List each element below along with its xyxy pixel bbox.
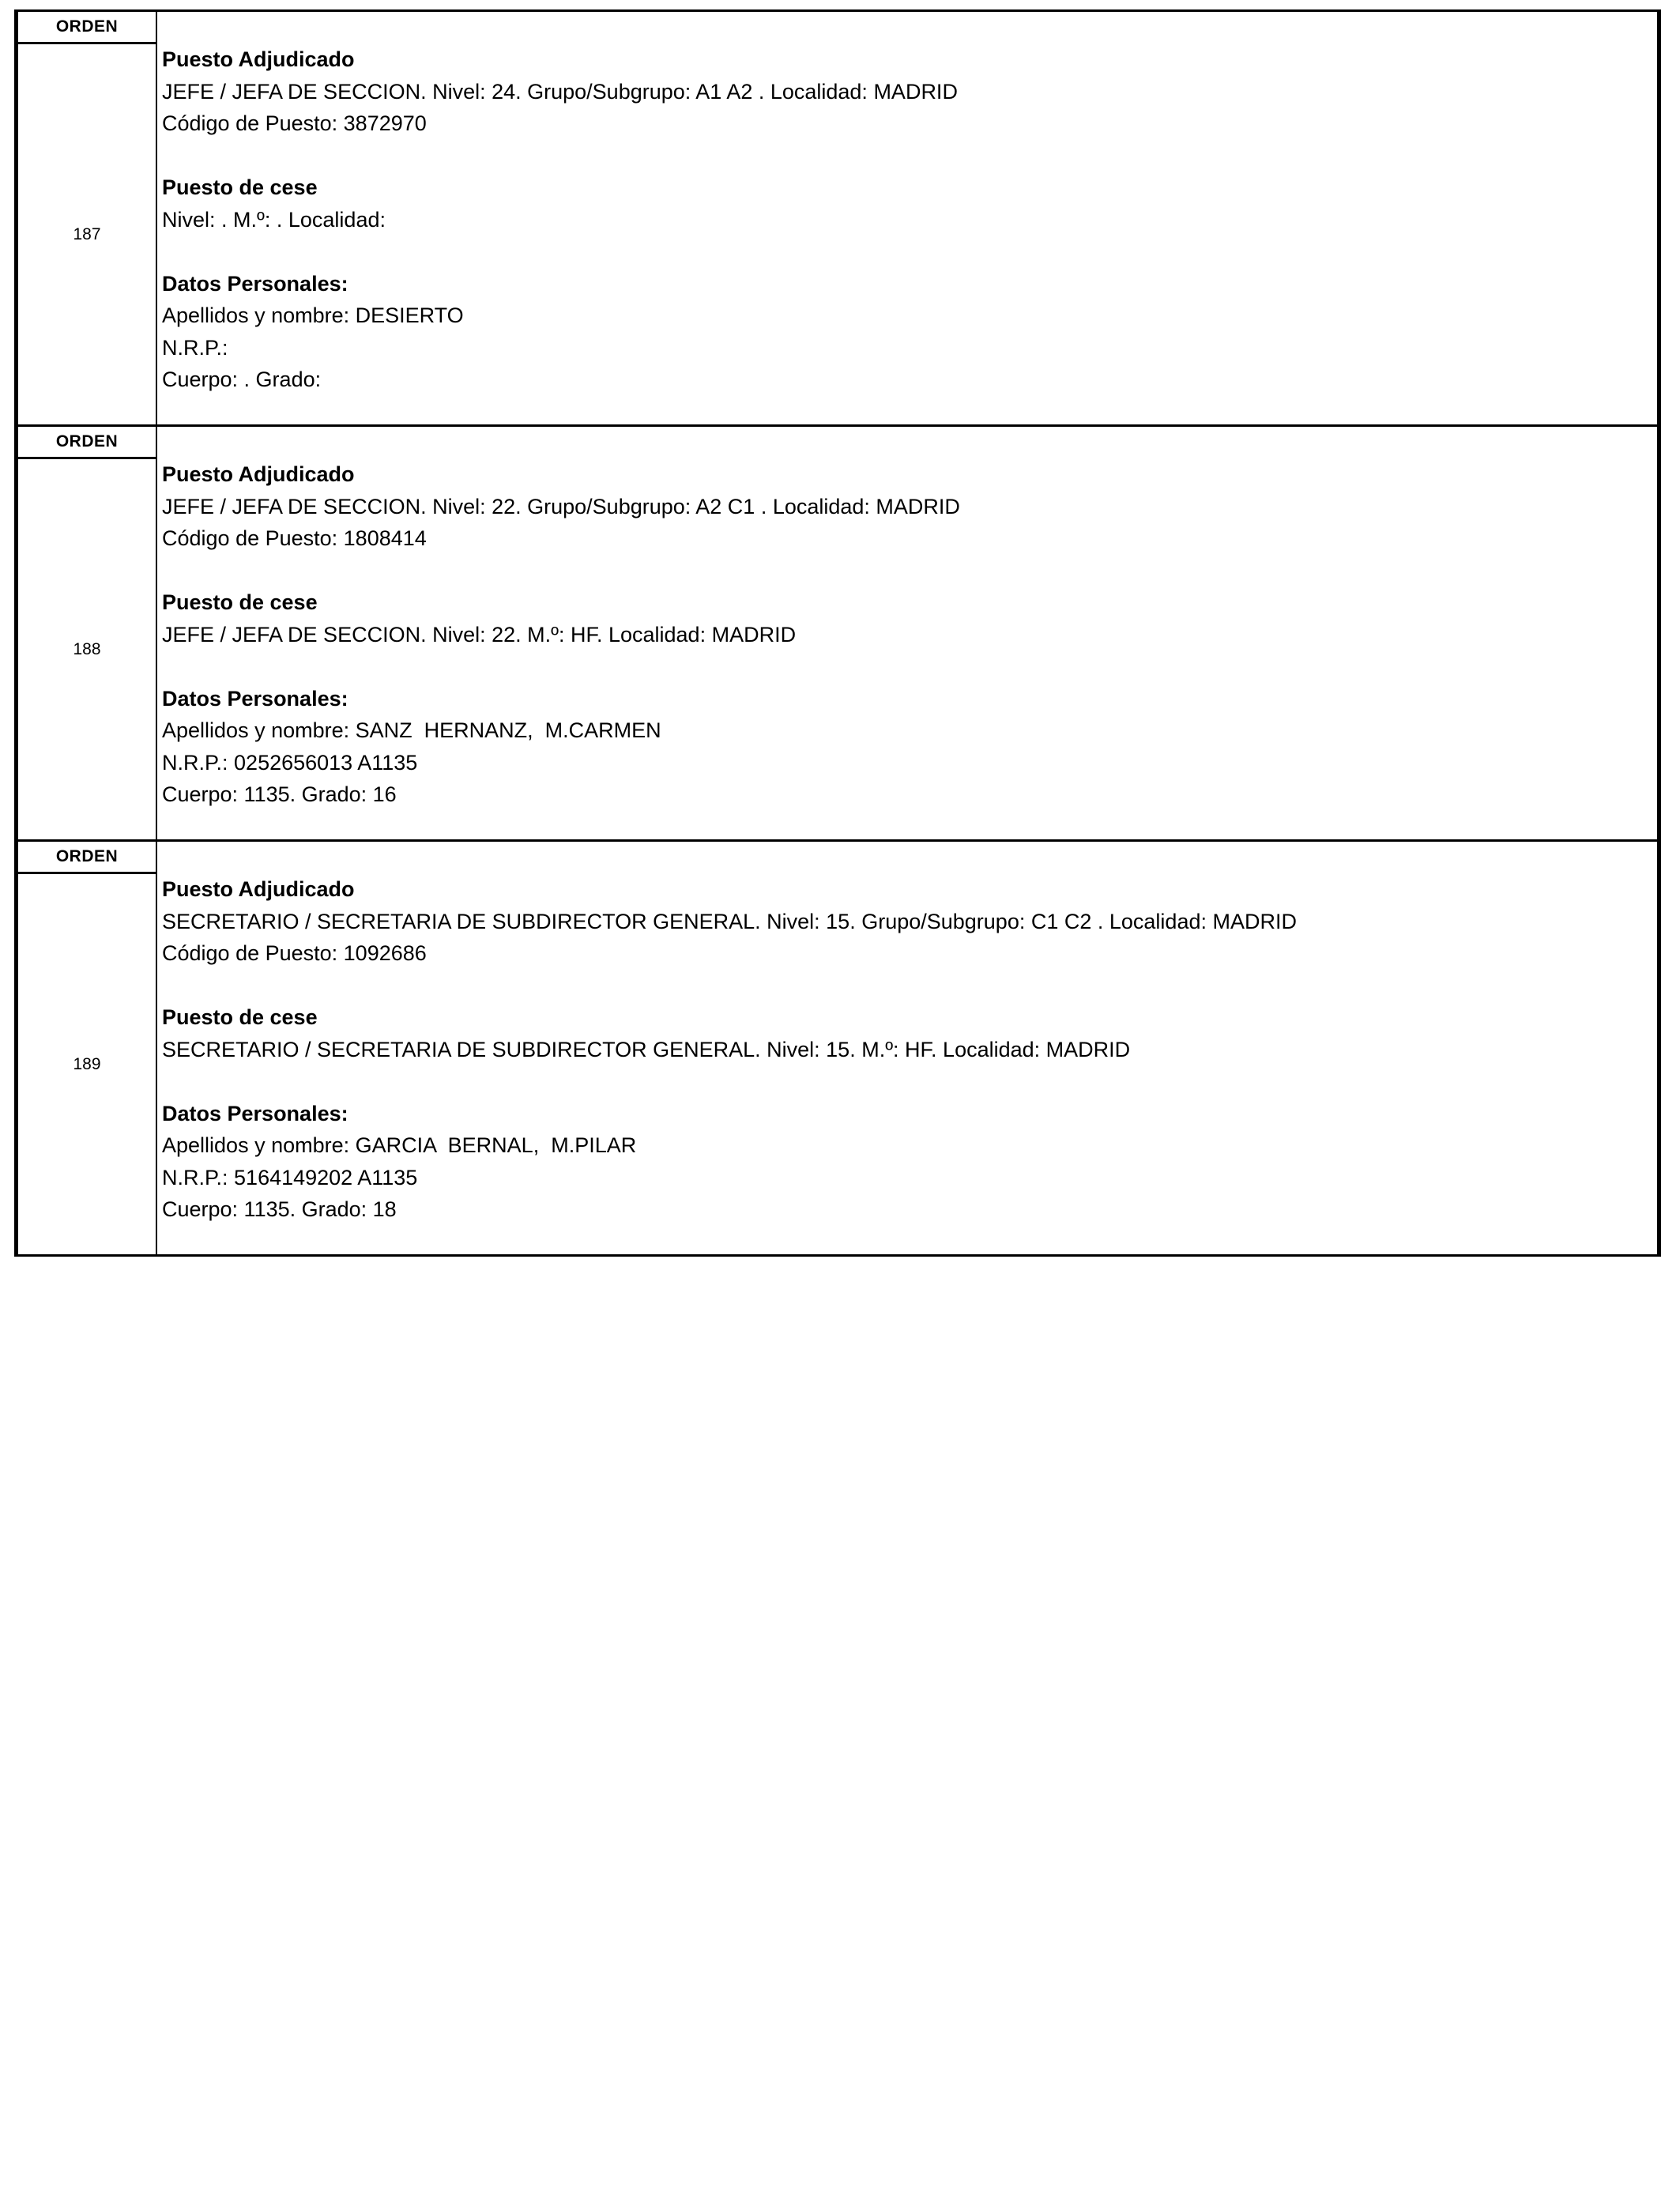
orden-number: 188 — [73, 639, 101, 658]
record-row — [18, 9, 1657, 424]
record-details — [157, 842, 1657, 1254]
datos-personales-nrp: N.R.P.: 0252656013 A1135 — [162, 750, 418, 775]
puesto-adjudicado-code: Código de Puesto: 1808414 — [162, 526, 427, 550]
puesto-adjudicado-description: SECRETARIO / SECRETARIA DE SUBDIRECTOR GENERAL. Nivel: 15. Grupo/Subgrupo: C1 C2 . Localidad: MADRID — [162, 909, 1297, 933]
orden-number: 187 — [73, 224, 101, 243]
spacer — [162, 1065, 1657, 1098]
orden-column — [18, 427, 157, 839]
puesto-cese-heading: Puesto de cese — [162, 1005, 318, 1029]
record-row — [18, 839, 1657, 1254]
datos-personales-cuerpo: Cuerpo: 1135. Grado: 16 — [162, 782, 397, 806]
datos-personales-nrp: N.R.P.: — [162, 335, 228, 360]
spacer — [162, 650, 1657, 683]
puesto-adjudicado-code: Código de Puesto: 1092686 — [162, 941, 427, 965]
datos-personales-heading: Datos Personales: — [162, 1101, 348, 1125]
spacer — [162, 555, 1657, 587]
puesto-adjudicado-code: Código de Puesto: 3872970 — [162, 111, 427, 135]
spacer — [162, 236, 1657, 268]
puesto-cese-description: SECRETARIO / SECRETARIA DE SUBDIRECTOR GENERAL. Nivel: 15. M.º: HF. Localidad: MADRID — [162, 1037, 1131, 1061]
datos-personales-cuerpo: Cuerpo: . Grado: — [162, 368, 322, 391]
puesto-cese-heading: Puesto de cese — [162, 175, 318, 199]
puesto-adjudicado-heading: Puesto Adjudicado — [162, 877, 355, 901]
datos-personales-nombre: Apellidos y nombre: GARCIA BERNAL, M.PILAR — [162, 1133, 637, 1157]
orden-header: ORDEN — [18, 12, 156, 44]
datos-personales-heading: Datos Personales: — [162, 271, 348, 296]
spacer — [162, 140, 1657, 172]
puesto-adjudicado-description: JEFE / JEFA DE SECCION. Nivel: 22. Grupo/Subgrupo: A2 C1 . Localidad: MADRID — [162, 494, 960, 518]
datos-personales-cuerpo: Cuerpo: 1135. Grado: 18 — [162, 1197, 397, 1221]
datos-personales-nombre: Apellidos y nombre: DESIERTO — [162, 303, 464, 327]
puesto-adjudicado-description: JEFE / JEFA DE SECCION. Nivel: 24. Grupo/Subgrupo: A1 A2 . Localidad: MADRID — [162, 79, 958, 104]
puesto-adjudicado-heading: Puesto Adjudicado — [162, 462, 355, 486]
orden-column — [18, 842, 157, 1254]
orden-header: ORDEN — [18, 427, 156, 459]
puesto-cese-description: Nivel: . M.º: . Localidad: — [162, 207, 386, 232]
orden-number: 189 — [73, 1054, 101, 1073]
puesto-adjudicado-heading: Puesto Adjudicado — [162, 47, 355, 71]
record-details — [157, 12, 1657, 424]
record-row — [18, 424, 1657, 839]
orden-column — [18, 12, 157, 424]
datos-personales-heading: Datos Personales: — [162, 686, 348, 711]
adjudicaciones-table — [14, 9, 1661, 1257]
datos-personales-nrp: N.R.P.: 5164149202 A1135 — [162, 1165, 418, 1189]
record-details — [157, 427, 1657, 839]
datos-personales-nombre: Apellidos y nombre: SANZ HERNANZ, M.CARMEN — [162, 718, 661, 742]
puesto-cese-heading: Puesto de cese — [162, 590, 318, 614]
puesto-cese-description: JEFE / JEFA DE SECCION. Nivel: 22. M.º: HF. Localidad: MADRID — [162, 622, 797, 647]
spacer — [162, 970, 1657, 1002]
orden-header: ORDEN — [18, 842, 156, 874]
